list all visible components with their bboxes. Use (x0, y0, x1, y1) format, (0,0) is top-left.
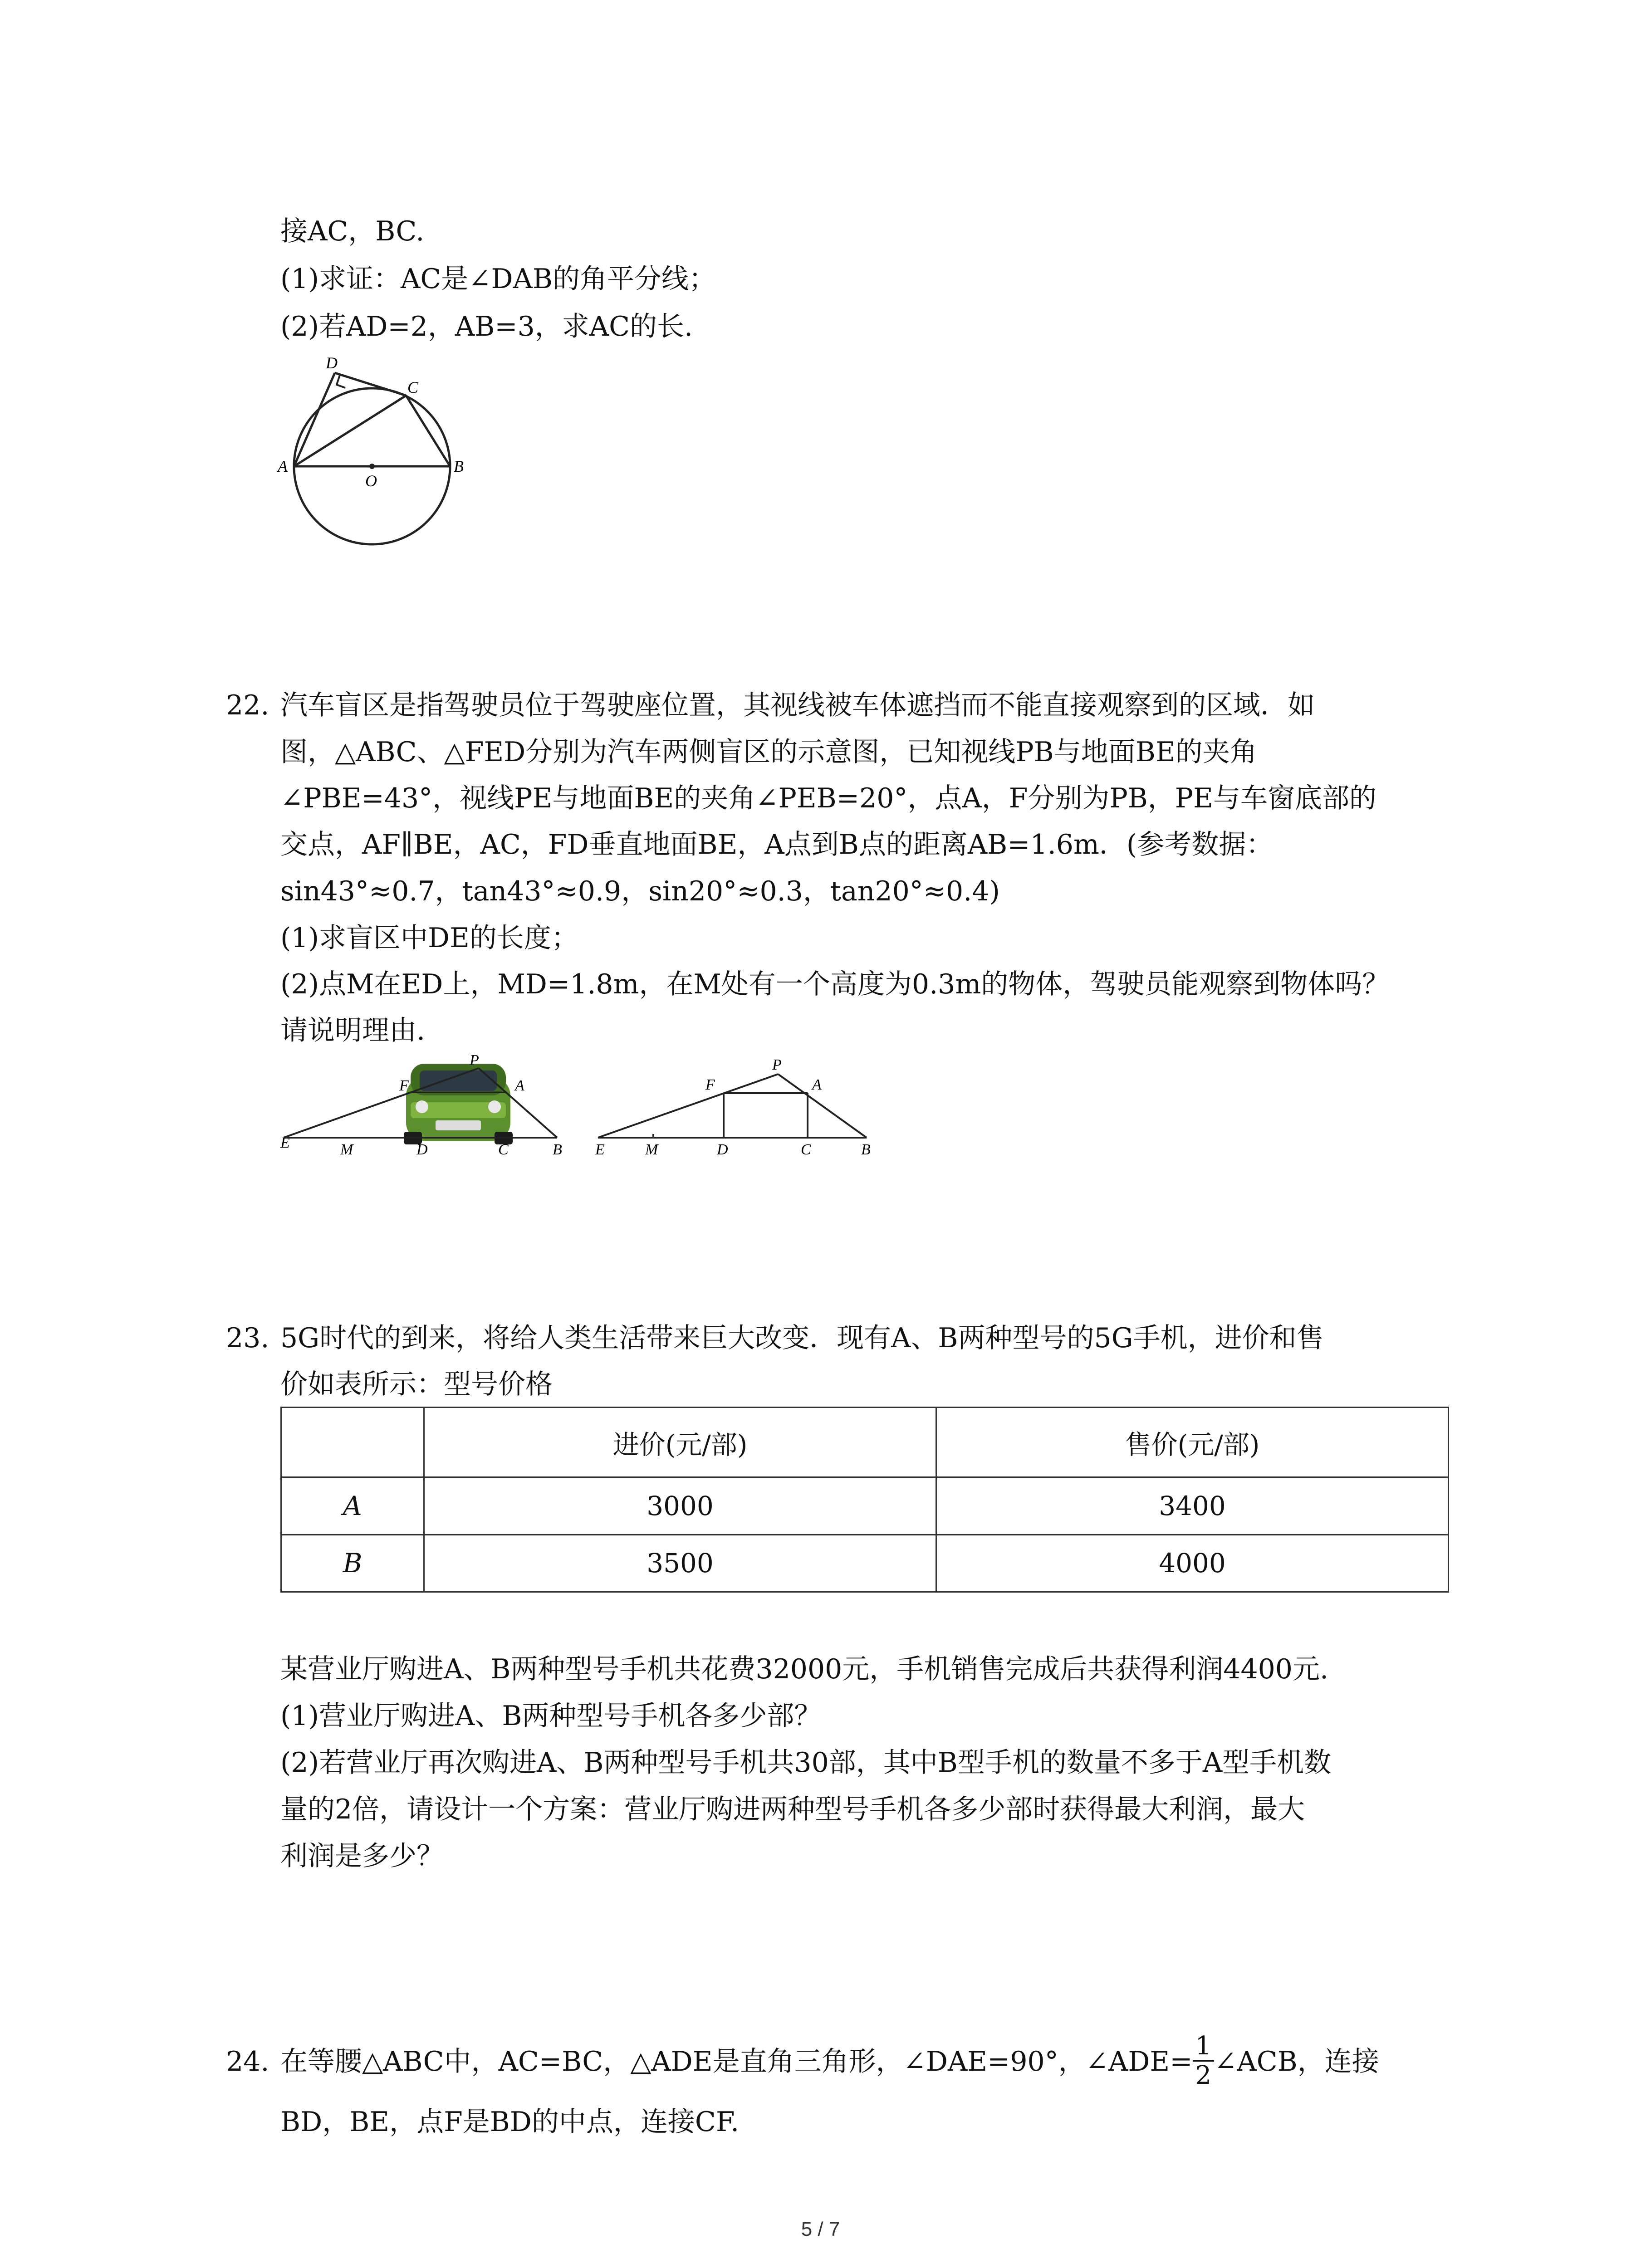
q22-car-figure (277, 1052, 585, 1157)
table-row (281, 1477, 1449, 1535)
sightline-pe (598, 1074, 778, 1138)
label-o: O (365, 472, 377, 490)
fraction-denominator: 2 (1195, 2060, 1212, 2090)
q22-line-1: 图，△ABC、△FED分别为汽车两侧盲区的示意图，已知视线PB与地面BE的夹角 (280, 736, 1257, 768)
q22-schematic-figure (590, 1052, 880, 1157)
label-m: M (645, 1141, 658, 1158)
q24-line-1-start: 在等腰△ABC中，AC=BC，△ADE是直角三角形，∠DAE=90°，∠ADE= (280, 2046, 1193, 2077)
q22-line-2: ∠PBE=43°，视线PE与地面BE的夹角∠PEB=20°，点A，F分别为PB，PE与车窗底部的 (280, 782, 1376, 814)
table-header-row (281, 1408, 1449, 1477)
label-c: C (801, 1141, 811, 1158)
q23-after-3: 量的2倍，请设计一个方案：营业厅购进两种型号手机各多少部时获得最大利润，最大 (280, 1794, 1305, 1825)
table-cell: 3000 (424, 1477, 936, 1535)
label-f: F (399, 1077, 409, 1094)
q24-line-2: BD，BE，点F是BD的中点，连接CF. (280, 2106, 740, 2138)
label-d: D (416, 1141, 428, 1158)
q21-line-2: (2)若AD=2，AB=3，求AC的长. (280, 311, 693, 342)
q23-after-2: (2)若营业厅再次购进A、B两种型号手机共30部，其中B型手机的数量不多于A型手机数 (280, 1747, 1332, 1779)
segment-cb (406, 396, 450, 466)
table-cell: 3400 (936, 1477, 1449, 1535)
fraction-numerator: 1 (1193, 2032, 1215, 2062)
table-cell: A (281, 1477, 424, 1535)
label-a: A (515, 1077, 524, 1094)
q21-line-0: 接AC，BC. (280, 215, 425, 247)
table-cell: 4000 (936, 1535, 1449, 1592)
q21-line-1: (1)求证：AC是∠DAB的角平分线； (280, 263, 716, 295)
segment-ac (294, 396, 406, 466)
q23-line-0: 5G时代的到来，将给人类生活带来巨大改变．现有A、B两种型号的5G手机，进价和售 (280, 1322, 1324, 1354)
q24-number: 24. (226, 2046, 269, 2077)
right-angle-mark (337, 375, 345, 388)
label-m: M (340, 1141, 353, 1158)
q24-line-1-end: ∠ACB，连接 (1214, 2046, 1379, 2077)
label-b: B (553, 1141, 562, 1158)
table-header-cell: 售价(元/部) (936, 1408, 1449, 1477)
q21-circle-figure (272, 349, 463, 540)
q22-line-4: sin43°≈0.7，tan43°≈0.9，sin20°≈0.3，tan20°≈0.4) (280, 875, 1000, 907)
label-d: D (326, 354, 338, 372)
table-header-cell (281, 1408, 424, 1477)
q23-after-0: 某营业厅购进A、B两种型号手机共花费32000元，手机销售完成后共获得利润4400元. (280, 1653, 1329, 1685)
label-b: B (861, 1141, 871, 1158)
table-row (281, 1535, 1449, 1592)
q24-line-1 (280, 2031, 1379, 2092)
label-a: A (278, 457, 288, 475)
label-f: F (705, 1076, 715, 1093)
label-a: A (812, 1076, 822, 1093)
q23-number: 23. (226, 1322, 269, 1354)
label-c: C (498, 1141, 509, 1158)
q22-line-0: 汽车盲区是指驾驶员位于驾驶座位置，其视线被车体遮挡而不能直接观察到的区域．如 (280, 689, 1315, 721)
page-number: 5 / 7 (801, 2218, 840, 2240)
q23-line-1: 价如表所示：型号价格 (280, 1369, 553, 1400)
fraction-one-half (1193, 2032, 1215, 2090)
q23-after-4: 利润是多少？ (280, 1840, 444, 1872)
table-header-cell: 进价(元/部) (424, 1408, 936, 1477)
q22-line-7: 请说明理由. (280, 1015, 426, 1046)
label-p: P (470, 1052, 479, 1069)
table-cell: 3500 (424, 1535, 936, 1592)
q22-line-3: 交点，AF∥BE，AC，FD垂直地面BE，A点到B点的距离AB=1.6m．(参考数据： (280, 829, 1274, 860)
label-b: B (454, 457, 464, 475)
price-table (280, 1407, 1449, 1593)
center-dot (369, 464, 375, 469)
label-c: C (407, 378, 419, 396)
q22-number: 22. (226, 689, 269, 721)
q22-line-5: (1)求盲区中DE的长度； (280, 922, 578, 954)
label-d: D (717, 1141, 728, 1158)
label-p: P (772, 1056, 782, 1073)
q23-after-1: (1)营业厅购进A、B两种型号手机各多少部？ (280, 1700, 822, 1732)
label-e: E (280, 1134, 290, 1151)
sightline-pb (778, 1074, 867, 1138)
q22-line-6: (2)点M在ED上，MD=1.8m，在M处有一个高度为0.3m的物体，驾驶员能观察到物体吗？ (280, 968, 1390, 1000)
label-e: E (595, 1141, 605, 1158)
table-cell: B (281, 1535, 424, 1592)
